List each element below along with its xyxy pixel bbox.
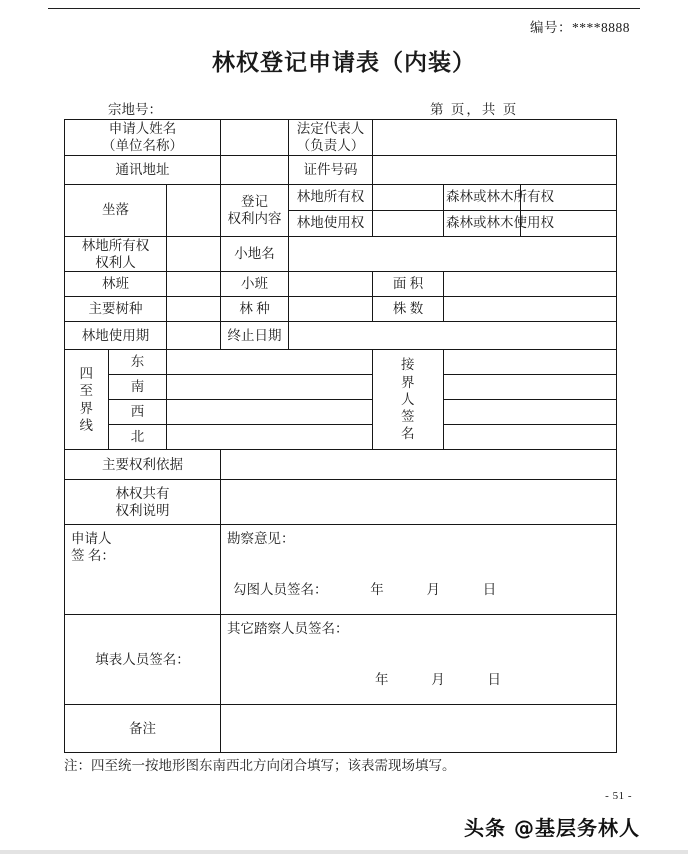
table-row — [65, 272, 617, 297]
cell-location-value[interactable] — [167, 184, 221, 236]
table-row — [65, 297, 617, 322]
cell-tree-count-label: 株 数 — [373, 297, 444, 322]
watermark: 头条 @基层务林人 — [464, 816, 640, 840]
cell-main-species-value[interactable] — [167, 297, 221, 322]
cell-forestland-owner-value[interactable] — [167, 236, 221, 272]
cell-forest-ownership-label: 森林或林木所有权 — [444, 184, 521, 210]
cell-id-number-value[interactable] — [373, 155, 617, 184]
cell-sub-block-label: 小班 — [221, 272, 289, 297]
page-number: - 51 - — [605, 790, 632, 802]
table-row — [65, 450, 617, 480]
cell-legal-rep-label: 法定代表人 （负责人） — [289, 120, 373, 156]
cell-main-species-label: 主要树种 — [65, 297, 167, 322]
cell-tree-count-value[interactable] — [444, 297, 617, 322]
document-number-label: 编号： — [530, 20, 572, 35]
cell-direction-east-value[interactable] — [167, 350, 373, 375]
cell-boundary-label: 四 至 界 线 — [65, 350, 109, 450]
cell-neighbor-signature-east[interactable] — [444, 350, 617, 375]
cell-direction-west-label: 西 — [109, 400, 167, 425]
other-surveyor-date-line — [227, 671, 610, 688]
cell-forestland-ownership-label: 林地所有权 — [289, 184, 373, 210]
date-month-label: 月 — [431, 672, 445, 688]
survey-opinion-label: 勘察意见： — [227, 531, 295, 547]
cell-id-number-label: 证件号码 — [289, 155, 373, 184]
table-row — [65, 375, 617, 400]
cell-forestland-use-value[interactable] — [373, 210, 444, 236]
table-row — [65, 322, 617, 350]
cell-forestland-use-label: 林地使用权 — [289, 210, 373, 236]
cell-direction-north-label: 北 — [109, 425, 167, 450]
cell-filler-signature[interactable]: 填表人员签名： — [65, 615, 221, 705]
cell-area-value[interactable] — [444, 272, 617, 297]
cell-remarks-value[interactable] — [221, 705, 617, 753]
mapper-signature-label: 勾图人员签名： — [233, 582, 328, 598]
cell-main-basis-value[interactable] — [221, 450, 617, 480]
document-number-value: ****8888 — [572, 20, 630, 35]
cell-neighbor-signature-label: 接 界 人 签 名 — [373, 350, 444, 450]
cell-applicant-name-label: 申请人姓名 （单位名称） — [65, 120, 221, 156]
cell-remarks-label: 备注 — [65, 705, 221, 753]
cell-forest-block-label: 林班 — [65, 272, 167, 297]
table-row — [65, 236, 617, 272]
cell-forest-type-value[interactable] — [289, 297, 373, 322]
cell-address-value[interactable] — [221, 155, 289, 184]
table-row — [65, 155, 617, 184]
cell-address-label: 通讯地址 — [65, 155, 221, 184]
cell-direction-south-value[interactable] — [167, 375, 373, 400]
table-row — [65, 615, 617, 705]
table-row — [65, 400, 617, 425]
cell-neighbor-signature-west[interactable] — [444, 400, 617, 425]
cell-small-place-label: 小地名 — [221, 236, 289, 272]
cell-forestland-owner-label: 林地所有权 权利人 — [65, 236, 167, 272]
page-title: 林权登记申请表（内装） — [212, 50, 476, 75]
other-surveyor-label: 其它踏察人员签名： — [227, 621, 349, 637]
table-row — [65, 120, 617, 156]
cell-survey-opinion[interactable] — [221, 525, 617, 615]
cell-use-period-value[interactable] — [167, 322, 221, 350]
cell-registration-content-label: 登记 权利内容 — [221, 184, 289, 236]
table-row — [65, 525, 617, 615]
cell-small-place-value[interactable] — [289, 236, 617, 272]
cell-direction-east-label: 东 — [109, 350, 167, 375]
subtitle-row — [64, 98, 616, 118]
mapper-signature-date-line — [227, 581, 610, 598]
cell-other-surveyor-signature[interactable] — [221, 615, 617, 705]
parcel-number-label: 宗地号： — [108, 102, 162, 117]
cell-location-label: 坐落 — [65, 184, 167, 236]
date-month-label: 月 — [426, 582, 441, 598]
cell-end-date-label: 终止日期 — [221, 322, 289, 350]
table-row — [65, 184, 617, 210]
bottom-rule — [0, 850, 688, 854]
cell-use-period-label: 林地使用期 — [65, 322, 167, 350]
cell-forest-block-value[interactable] — [167, 272, 221, 297]
date-year-label: 年 — [370, 582, 384, 598]
cell-applicant-name-value[interactable] — [221, 120, 289, 156]
cell-direction-south-label: 南 — [109, 375, 167, 400]
table-row — [65, 350, 617, 375]
cell-forest-type-label: 林 种 — [221, 297, 289, 322]
cell-neighbor-signature-south[interactable] — [444, 375, 617, 400]
cell-shared-rights-value[interactable] — [221, 480, 617, 525]
table-row — [65, 705, 617, 753]
form-note: 注：四至统一按地形图东南西北方向闭合填写；该表需现场填写。 — [64, 758, 456, 773]
table-row — [65, 480, 617, 525]
cell-area-label: 面 积 — [373, 272, 444, 297]
cell-shared-rights-label: 林权共有 权利说明 — [65, 480, 221, 525]
cell-legal-rep-value[interactable] — [373, 120, 617, 156]
applicant-signature-line1: 申请人 — [71, 531, 112, 547]
cell-forest-use-label: 森林或林木使用权 — [444, 210, 521, 236]
cell-main-basis-label: 主要权利依据 — [65, 450, 221, 480]
registration-form-table — [64, 119, 617, 753]
date-year-label: 年 — [375, 672, 389, 688]
date-day-label: 日 — [482, 582, 497, 598]
cell-sub-block-value[interactable] — [289, 272, 373, 297]
header-rule — [48, 8, 640, 9]
cell-neighbor-signature-north[interactable] — [444, 425, 617, 450]
page-counter: 第 页，共 页 — [430, 102, 519, 117]
applicant-signature-line2: 签 名： — [71, 548, 115, 564]
document-number — [530, 16, 630, 36]
cell-applicant-signature[interactable] — [65, 525, 221, 615]
cell-forestland-ownership-value[interactable] — [373, 184, 444, 210]
table-row — [65, 425, 617, 450]
cell-direction-west-value[interactable] — [167, 400, 373, 425]
cell-direction-north-value[interactable] — [167, 425, 373, 450]
cell-end-date-value[interactable] — [289, 322, 617, 350]
date-day-label: 日 — [487, 672, 502, 688]
